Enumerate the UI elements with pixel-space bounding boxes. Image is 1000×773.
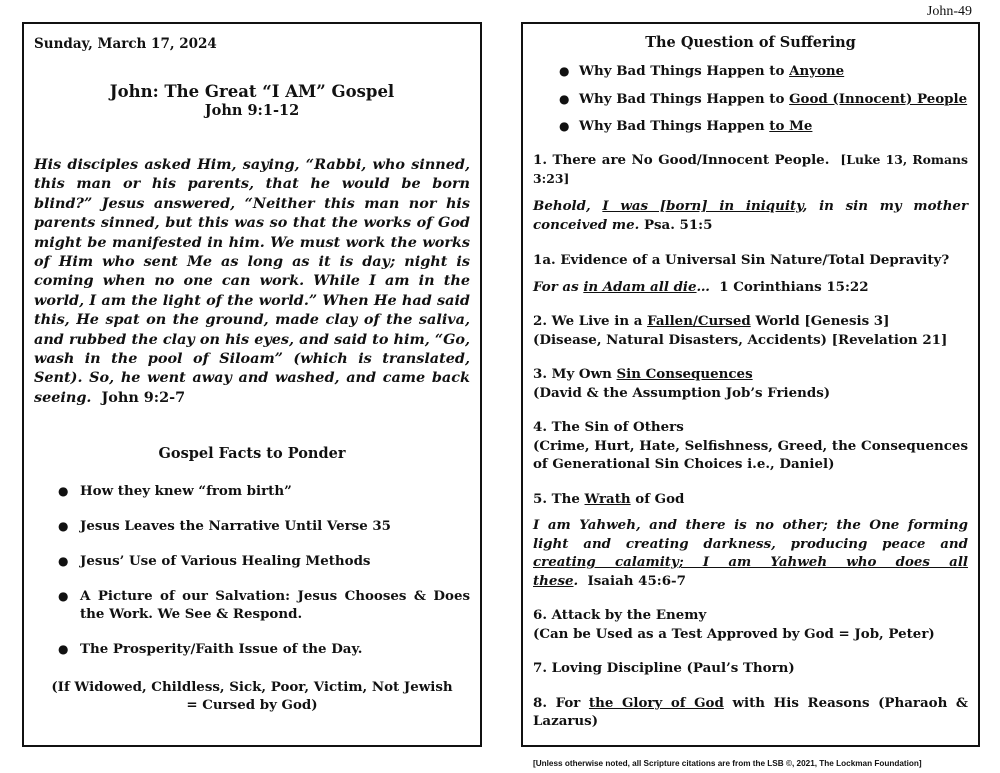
scripture-text: His disciples asked Him, saying, “Rabbi, who sinned, this man or his parents, that he would be born blind?” Jesus answered, “Neither this man nor his parents sinned, but this was so that the works of God might be manifested in him. We must work the works of Him who sent Me as long as it is day; night is coming when no one can work. While I am in the world, I am the light of the world.” When He had said this, He spat on the ground, made clay of the saliva, and rubbed the clay on his eyes, and said to him, “Go, wash in the pool of Siloam” (which is translated, Sent). So, he went away and washed, and came back seeing. bbox=[34, 156, 470, 406]
fact-text: How they knew “from birth” bbox=[80, 483, 292, 500]
suffering-bullets bbox=[533, 62, 968, 135]
quote-text: , in sin my mother conceived me. bbox=[533, 198, 969, 233]
section-2-detail: (Disease, Natural Disasters, Accidents) [Revelation 21] bbox=[533, 331, 948, 348]
quote-reference: Isaiah 45:6-7 bbox=[587, 572, 686, 589]
quote-emphasis: creating calamity; I am Yahweh who does all these bbox=[533, 554, 968, 589]
section-1-quote bbox=[533, 197, 968, 234]
bullet-prefix: Why Bad Things Happen to bbox=[579, 90, 790, 107]
section-text: World [Genesis 3] bbox=[750, 313, 890, 330]
sermon-title-block bbox=[34, 82, 470, 119]
section-emphasis: the Glory of God bbox=[588, 694, 724, 711]
section-1-refs: [Luke 13, Romans 3:23] bbox=[533, 152, 969, 186]
section-3-detail: (David & the Assumption Job’s Friends) bbox=[533, 384, 831, 401]
section-6-title: 6. Attack by the Enemy bbox=[533, 607, 707, 624]
fact-item bbox=[34, 552, 470, 570]
section-emphasis: Sin Consequences bbox=[616, 366, 753, 383]
facts-note-line-1: (If Widowed, Childless, Sick, Poor, Victim, Not Jewish bbox=[51, 679, 453, 696]
section-8-title bbox=[533, 694, 968, 731]
facts-list bbox=[34, 482, 470, 658]
fact-item bbox=[34, 482, 470, 500]
quote-text: Behold, bbox=[533, 198, 603, 215]
bullet-icon: ● bbox=[559, 91, 570, 106]
fact-text: Jesus’ Use of Various Healing Methods bbox=[80, 553, 371, 570]
section-7-title: 7. Loving Discipline (Paul’s Thorn) bbox=[533, 660, 795, 677]
facts-note bbox=[34, 678, 470, 714]
quote-reference: Psa. 51:5 bbox=[643, 216, 713, 233]
citation-footnote: [Unless otherwise noted, all Scripture citations are from the LSB ©, 2021, The Lockman Foundation] bbox=[533, 758, 922, 768]
quote-emphasis: I was [born] in iniquity bbox=[602, 198, 803, 215]
section-6-detail: (Can be Used as a Test Approved by God = Job, Peter) bbox=[533, 625, 935, 642]
section-text: 3. My Own bbox=[533, 366, 617, 383]
fact-text: The Prosperity/Faith Issue of the Day. bbox=[80, 641, 363, 658]
bullet-icon: ● bbox=[559, 119, 570, 134]
suffering-heading: The Question of Suffering bbox=[645, 34, 856, 51]
bullet-icon: ● bbox=[58, 519, 69, 534]
quote-text: … bbox=[696, 278, 710, 295]
bullet-emphasis: Good (Innocent) People bbox=[789, 90, 968, 107]
section-4-title: 4. The Sin of Others bbox=[533, 419, 684, 436]
fact-item bbox=[34, 517, 470, 535]
section-4 bbox=[533, 418, 968, 474]
section-3-title bbox=[533, 365, 968, 384]
right-panel bbox=[521, 22, 980, 768]
section-5-title bbox=[533, 490, 968, 509]
section-2 bbox=[533, 312, 968, 349]
quote-reference: 1 Corinthians 15:22 bbox=[719, 278, 869, 295]
suffering-bullet bbox=[533, 90, 968, 108]
section-emphasis: Fallen/Cursed bbox=[647, 313, 751, 330]
bullet-emphasis: to Me bbox=[769, 118, 813, 135]
sermon-passage: John 9:1-12 bbox=[204, 102, 300, 119]
quote-text: For as bbox=[533, 278, 584, 295]
bullet-prefix: Why Bad Things Happen to bbox=[579, 63, 790, 79]
quote-emphasis: in Adam all die bbox=[583, 278, 697, 295]
suffering-bullet bbox=[533, 62, 968, 80]
section-1a-quote bbox=[533, 278, 968, 297]
fact-text: A Picture of our Salvation: Jesus Chooses & Does the Work. We See & Respond. bbox=[80, 588, 470, 623]
section-1a-title: 1a. Evidence of a Universal Sin Nature/Total Depravity? bbox=[533, 252, 950, 269]
section-text: with His Reasons (Pharaoh & Lazarus) bbox=[533, 694, 968, 730]
facts-heading: Gospel Facts to Ponder bbox=[158, 445, 346, 463]
page-number: John-49 bbox=[926, 4, 972, 19]
section-6 bbox=[533, 606, 968, 643]
bullet-prefix: Why Bad Things Happen bbox=[579, 118, 770, 135]
scripture-passage bbox=[34, 155, 470, 407]
section-emphasis: Wrath bbox=[584, 490, 631, 507]
fact-item bbox=[34, 587, 470, 623]
quote-text: . bbox=[573, 572, 579, 589]
section-text: 2. We Live in a bbox=[533, 313, 648, 330]
section-2-title bbox=[533, 312, 968, 331]
section-text: of God bbox=[630, 490, 685, 507]
section-1-heading: 1. There are No Good/Innocent People. bbox=[533, 152, 830, 169]
facts-note-line-2: = Cursed by God) bbox=[186, 697, 318, 714]
scripture-reference: John 9:2-7 bbox=[101, 388, 186, 406]
section-1-title bbox=[533, 151, 968, 188]
bullet-icon: ● bbox=[58, 589, 69, 604]
suffering-bullet bbox=[533, 117, 968, 135]
section-4-detail: (Crime, Hurt, Hate, Selfishness, Greed, the Consequences of Generational Sin Choices i.e., Daniel) bbox=[533, 437, 968, 473]
bullet-icon: ● bbox=[58, 484, 69, 499]
bullet-icon: ● bbox=[58, 554, 69, 569]
bullet-icon: ● bbox=[559, 64, 570, 78]
bullet-emphasis: Anyone bbox=[789, 63, 845, 79]
left-panel bbox=[22, 22, 482, 747]
section-text: 8. For bbox=[533, 694, 589, 711]
sermon-title: John: The Great “I AM” Gospel bbox=[109, 82, 395, 101]
bulletin-date: Sunday, March 17, 2024 bbox=[34, 36, 217, 52]
bullet-icon: ● bbox=[58, 642, 69, 657]
fact-item bbox=[34, 640, 470, 658]
section-3 bbox=[533, 365, 968, 402]
section-5-quote bbox=[533, 516, 968, 590]
quote-text: I am Yahweh, and there is no other; the One forming light and creating darkness, producing peace and bbox=[533, 517, 968, 552]
fact-text: Jesus Leaves the Narrative Until Verse 35 bbox=[80, 518, 392, 535]
section-text: 5. The bbox=[533, 490, 585, 507]
